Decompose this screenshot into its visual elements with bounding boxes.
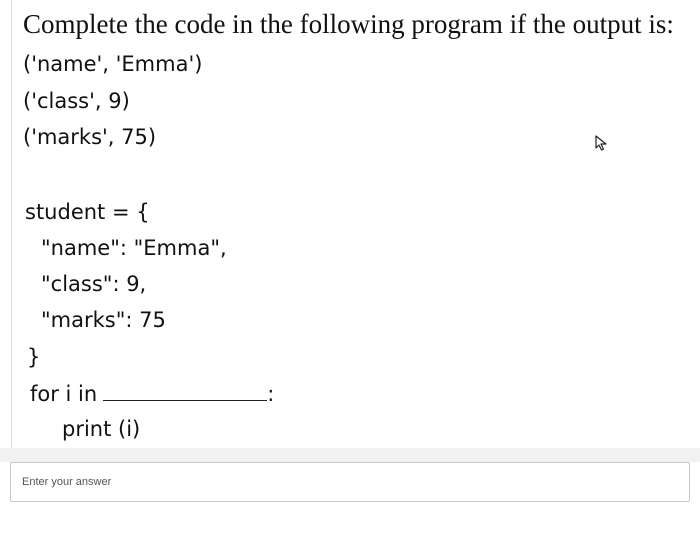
output-line-2: ('class', 9) [23, 89, 130, 113]
output-line-1: ('name', 'Emma') [23, 52, 203, 76]
for-loop-colon: : [267, 382, 275, 406]
for-loop-text: for i in [30, 382, 98, 406]
code-line-close: } [27, 345, 41, 369]
answer-field[interactable] [10, 462, 690, 502]
code-line-student-open: student = { [25, 200, 150, 224]
question-card [11, 0, 700, 448]
code-line-name: "name": "Emma", [41, 236, 227, 260]
page-bottom [0, 502, 700, 539]
answer-separator [0, 448, 700, 462]
output-line-3: ('marks', 75) [23, 125, 157, 149]
code-line-print: print (i) [62, 417, 141, 441]
answer-input[interactable] [11, 463, 689, 501]
code-line-class: "class": 9, [41, 272, 147, 296]
mouse-pointer-icon [594, 135, 608, 151]
question-title: Complete the code in the following program if the output is: [23, 9, 674, 39]
answer-blank [103, 378, 267, 401]
code-line-marks: "marks": 75 [41, 308, 166, 332]
code-line-for [30, 378, 274, 409]
